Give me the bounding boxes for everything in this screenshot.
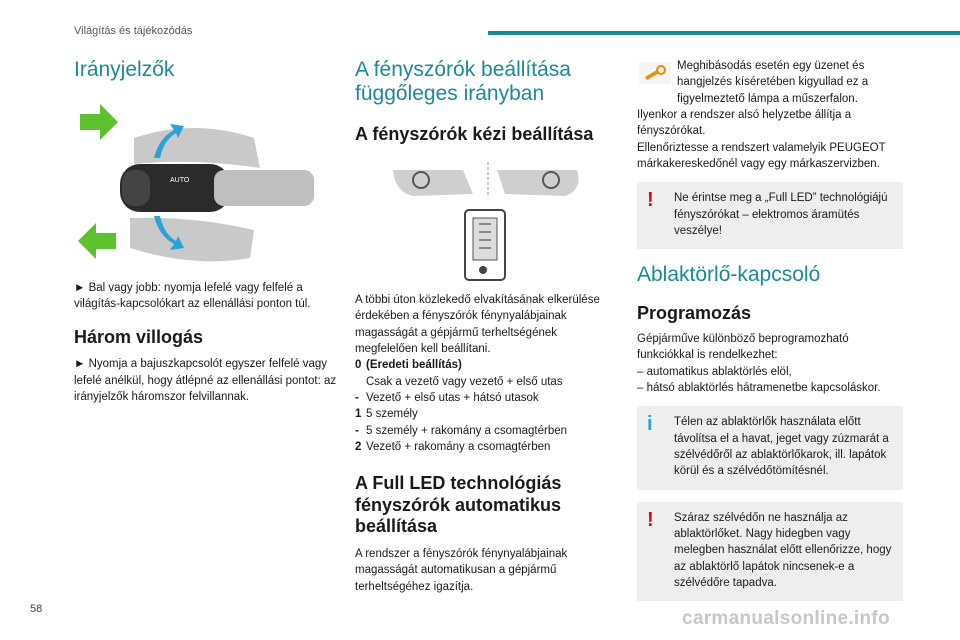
- info-icon: i: [647, 413, 653, 436]
- running-header: Világítás és tájékozódás: [74, 25, 193, 37]
- arrow-right-icon: [80, 104, 118, 140]
- load-settings-list: [355, 357, 620, 455]
- list-item: - 5 személy + rakomány a csomagtérben: [355, 424, 568, 437]
- fault-text: Meghibásodás esetén egy üzenet és hangjelzés kíséretében kigyullad ez a figyelmeztető lámpa a műszerfalon.: [677, 60, 869, 105]
- headlamp-adjust-wheel-icon: [355, 208, 620, 282]
- warning-box-led: [637, 182, 903, 249]
- warning-dry-text: Száraz szélvédőn ne használja az ablaktörlőket. Nagy hidegben vagy melegben használat előtt ellenőrizze, hogy az ablaktörlő lapátok nincsenek-e a szélvédőre tapadva.: [674, 511, 892, 589]
- list-item: 2 Vezető + rakomány a csomagtérben: [355, 440, 551, 453]
- page-number: 58: [30, 603, 43, 615]
- warning-box-dry: [637, 502, 903, 602]
- header-accent-bar: [488, 31, 960, 35]
- headlamp-beam-illustration: [355, 162, 620, 202]
- list-item: 1 5 személy: [355, 408, 418, 421]
- column-3: [637, 58, 903, 613]
- section-title-turn-signals: Irányjelzők: [74, 58, 175, 81]
- column-1: [74, 58, 342, 405]
- programming-paragraph: Gépjárműve különböző beprogramozható funkciókkal is rendelkezhet:: [637, 333, 849, 362]
- footer-watermark: carmanualsonline.info: [682, 608, 890, 629]
- column-2: [355, 58, 620, 595]
- section-title-wiper-switch: Ablaktörlő-kapcsoló: [637, 263, 821, 287]
- section-title-headlamp-adjustment: A fényszórók beállítása függőleges irányban: [355, 58, 571, 106]
- heading-full-led-auto: A Full LED technológiás fényszórók automatikus beállítása: [355, 473, 562, 537]
- turn-signal-instruction: ► Bal vagy jobb: nyomja lefelé vagy felfelé a világítás-kapcsolókart az ellenállási ponton túl.: [74, 282, 311, 311]
- heading-programming: Programozás: [637, 303, 752, 324]
- heading-manual-adjustment: A fényszórók kézi beállítása: [355, 124, 594, 145]
- list-item: 0 (Eredeti beállítás): [355, 359, 462, 372]
- turn-signal-stalk-illustration: [74, 98, 342, 270]
- triple-flash-instruction: ► Nyomja a bajuszkapcsolót egyszer felfelé vagy lefelé anélkül, hogy átlépné az ellenállási pontot: az irányjelzők háromszor felvillannak.: [74, 358, 337, 404]
- manual-adjust-paragraph: A többi úton közlekedő elvakításának elkerülése érdekében a fényszórók fénynyalábjainak magasságát a gépjármű terheltségének megfelelően kell beállítani.: [355, 293, 600, 355]
- lower-position-text: Ilyenkor a rendszer alsó helyzetbe állítja a fényszórókat.: [637, 108, 852, 138]
- arrow-left-icon: [78, 223, 116, 259]
- full-led-paragraph: A rendszer a fényszórók fénynyalábjainak magasságát automatikusan a gépjármű terheltségéhez igazítja.: [355, 547, 568, 593]
- wrench-icon: [639, 62, 671, 84]
- heading-triple-flash: Három villogás: [74, 326, 204, 347]
- warning-icon: !: [647, 508, 654, 531]
- svg-text:AUTO: AUTO: [170, 177, 190, 185]
- list-item: – automatikus ablaktörlés elöl,: [637, 365, 792, 378]
- list-item: – hátsó ablaktörlés hátramenetbe kapcsoláskor.: [637, 382, 881, 394]
- info-box-winter: [637, 406, 903, 489]
- warning-led-text: Ne érintse meg a „Full LED” technológiájú fényszórókat – elektromos áramütés veszélye!: [674, 192, 888, 237]
- fault-warning-block: [637, 58, 903, 107]
- info-winter-text: Télen az ablaktörlők használata előtt távolítsa el a havat, jeget vagy zúzmarát a szélvédőről az ablaktörlőkarok, ill. lapátok körül és a szélvédőtömítésnél.: [674, 416, 889, 478]
- dealer-check-text: Ellenőriztesse a rendszert valamelyik PEUGEOT márkakereskedőnél vagy egy márkaszervizben.: [637, 141, 886, 170]
- warning-icon: !: [647, 189, 654, 212]
- list-item: - Vezető + első utas + hátsó utasok: [355, 391, 539, 404]
- list-item: Csak a vezető vagy vezető + első utas: [366, 375, 563, 388]
